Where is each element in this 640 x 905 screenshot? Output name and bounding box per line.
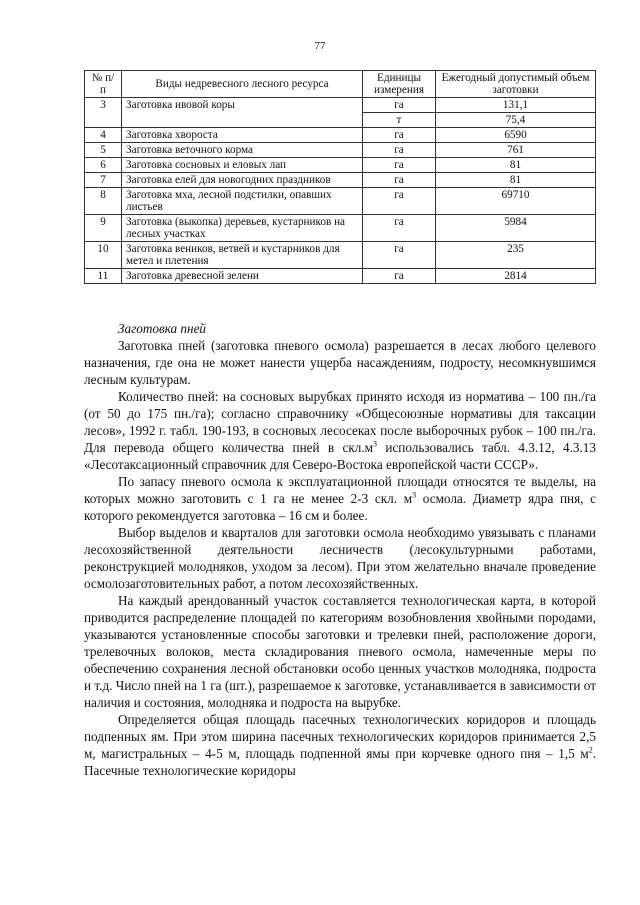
row-unit: га bbox=[363, 269, 436, 284]
row-unit: га bbox=[363, 173, 436, 188]
resources-table bbox=[84, 70, 596, 284]
header-num: № п/п bbox=[85, 71, 122, 98]
table-row bbox=[85, 173, 596, 188]
row-name: Заготовка древесной зелени bbox=[122, 269, 363, 284]
superscript: 2 bbox=[588, 745, 593, 755]
superscript: 3 bbox=[412, 490, 417, 500]
row-num: 3 bbox=[85, 98, 122, 128]
row-volume: 81 bbox=[436, 173, 596, 188]
row-unit: га bbox=[363, 215, 436, 242]
paragraph: Заготовка пней (заготовка пневого осмола) разрешается в лесах любого целевого назначения, где она не может нанести ущерба насаждениям, подросту, несомкнувшимся лесным культурам. bbox=[84, 338, 596, 387]
row-name: Заготовка (выкопка) деревьев, кустарников на лесных участках bbox=[122, 215, 363, 242]
row-volume: 235 bbox=[436, 242, 596, 269]
row-num: 6 bbox=[85, 158, 122, 173]
row-num: 7 bbox=[85, 173, 122, 188]
row-unit: га bbox=[363, 98, 436, 113]
row-name: Заготовка веников, ветвей и кустарников для метел и плетения bbox=[122, 242, 363, 269]
header-volume: Ежегодный допустимый объем заготовки bbox=[436, 71, 596, 98]
row-unit: га bbox=[363, 143, 436, 158]
row-unit: га bbox=[363, 188, 436, 215]
row-volume: 69710 bbox=[436, 188, 596, 215]
row-volume: 5984 bbox=[436, 215, 596, 242]
paragraph: На каждый арендованный участок составляется технологическая карта, в которой приводится распределение площадей по категориям возобновления хвойными породами, указываются установленные способы заготовки и трелевки пней, расположение дороги, трелевочных волоков, места складирования пневого осмола, намеченные меры по обеспечению сохранения лесной обстановки особо ценных участков молодняка, подроста и т.д. Число пней на 1 га (шт.), разрешаемое к заготовке, устанавливается в зависимости от наличия и состояния, молодняка и подроста на вырубке. bbox=[84, 593, 596, 710]
row-unit: т bbox=[363, 113, 436, 128]
row-num: 9 bbox=[85, 215, 122, 242]
table-header-row bbox=[85, 71, 596, 98]
row-name: Заготовка елей для новогодних праздников bbox=[122, 173, 363, 188]
row-unit: га bbox=[363, 128, 436, 143]
table-row bbox=[85, 188, 596, 215]
row-name: Заготовка мха, лесной подстилки, опавших листьев bbox=[122, 188, 363, 215]
row-volume: 75,4 bbox=[436, 113, 596, 128]
paragraph-text: использовались табл. 4.3.12, 4.3.13 «Лесотаксационный справочник для Северо-Востока европейской части СССР». bbox=[84, 440, 596, 472]
table-row bbox=[85, 242, 596, 269]
paragraph-text: Определяется общая площадь пасечных технологических коридоров и площадь подпенных ям. При этом ширина пасечных технологических коридоров принимается 2,5 м, магистральных – 4-5 м, площадь подпенной ямы при корчевке одного пня – 1,5 м bbox=[84, 712, 596, 761]
row-num: 10 bbox=[85, 242, 122, 269]
table-row bbox=[85, 215, 596, 242]
row-volume: 6590 bbox=[436, 128, 596, 143]
paragraph-text: Количество пней: на сосновых вырубках принято исходя из норматива – 100 пн./га (от 50 до 175 пн./га); согласно справочнику «Общесоюзные нормативы для таксации лесов», 1992 г. табл. 190-193, в сосновых лесосеках после выборочных рубок – 100 пн./га. Для перевода общего количества пней в скл.м bbox=[84, 389, 596, 455]
table-row bbox=[85, 128, 596, 143]
row-num: 5 bbox=[85, 143, 122, 158]
header-unit: Единицы измерения bbox=[363, 71, 436, 98]
body-text bbox=[84, 320, 596, 779]
row-unit: га bbox=[363, 242, 436, 269]
row-name: Заготовка сосновых и еловых лап bbox=[122, 158, 363, 173]
row-name: Заготовка хвороста bbox=[122, 128, 363, 143]
table-row bbox=[85, 269, 596, 284]
row-num: 4 bbox=[85, 128, 122, 143]
paragraph bbox=[84, 388, 596, 473]
paragraph-text: По запасу пневого осмола к эксплуатационной площади относятся те выделы, на которых можно заготовить с 1 га не менее 2-3 скл. м bbox=[84, 474, 596, 506]
paragraph bbox=[84, 711, 596, 779]
row-volume: 2814 bbox=[436, 269, 596, 284]
row-volume: 761 bbox=[436, 143, 596, 158]
table-row bbox=[85, 143, 596, 158]
table-row bbox=[85, 158, 596, 173]
row-name: Заготовка веточного корма bbox=[122, 143, 363, 158]
paragraph: Выбор выделов и кварталов для заготовки осмола необходимо увязывать с планами лесохозяйственной деятельности лесничеств (лесокультурными работами, реконструкцией молодняков, уходом за лесом). При этом желательно вначале проведение осмолозаготовительных работ, а потом лесохозяйственных. bbox=[84, 525, 596, 591]
page-number: 77 bbox=[314, 40, 326, 52]
row-unit: га bbox=[363, 158, 436, 173]
section-heading: Заготовка пней bbox=[118, 321, 207, 336]
row-num: 11 bbox=[85, 269, 122, 284]
paragraph-text: осмола. Диаметр ядра пня, с которого рекомендуется заготовка – 16 см и более. bbox=[84, 491, 596, 523]
row-volume: 81 bbox=[436, 158, 596, 173]
row-name: Заготовка ивовой коры bbox=[122, 98, 363, 128]
header-name: Виды недревесного лесного ресурса bbox=[122, 71, 363, 98]
paragraph bbox=[84, 473, 596, 524]
paragraph-text: . Пасечные технологические коридоры bbox=[84, 746, 596, 778]
superscript: 3 bbox=[373, 439, 377, 449]
table-row bbox=[85, 98, 596, 113]
row-num: 8 bbox=[85, 188, 122, 215]
row-volume: 131,1 bbox=[436, 98, 596, 113]
